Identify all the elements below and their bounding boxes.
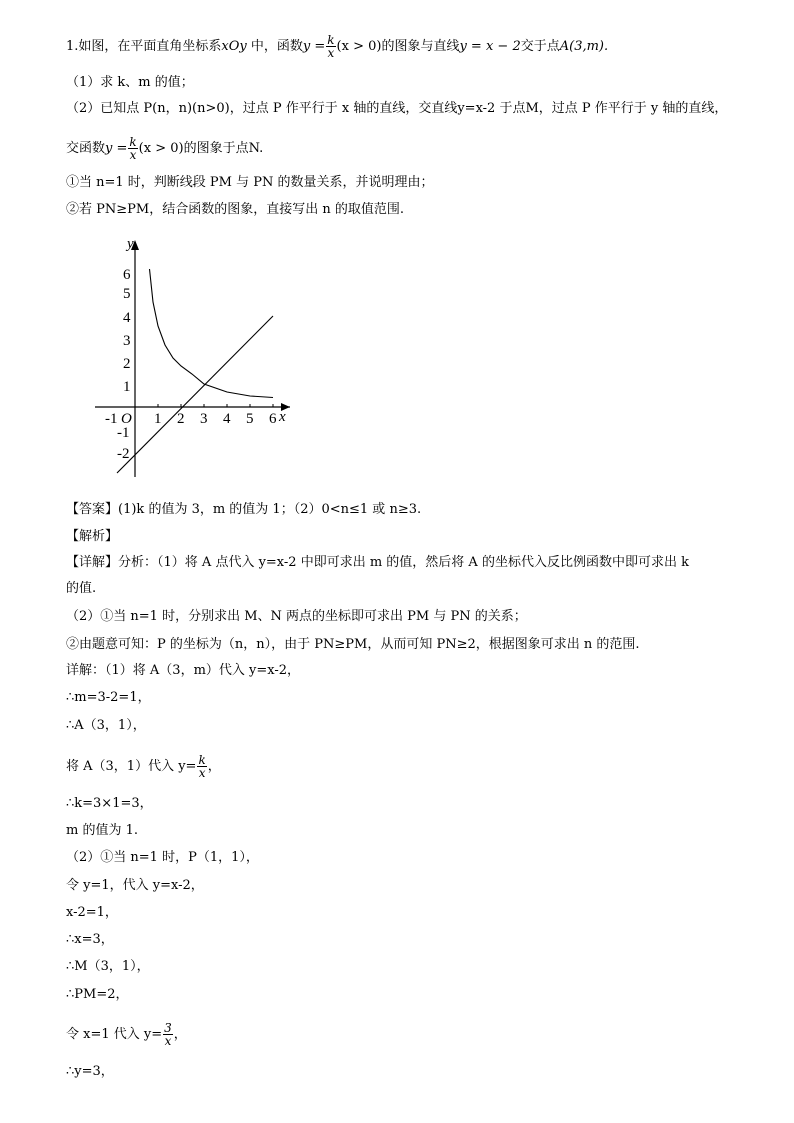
y-tick-label: -2 [117,446,130,462]
fraction-k-over-x [197,754,206,779]
answer-line [66,501,421,519]
fraction-denominator: x [327,46,335,60]
fraction-k-over-x [326,34,335,59]
detail-text: 将 A（3，1）代入 y= [66,759,197,774]
problem-text: 中，函数 [246,39,303,54]
x-tick-label: -1 [105,411,118,427]
point-a-label: A(3,m). [559,39,609,54]
problem-part-1: （1）求 k、m 的值； [66,75,194,90]
detail-line-11: （2）①当 n=1 时，P（1，1）， [66,850,259,865]
detail-line-4: ②由题意可知：P 的坐标为（n，n），由于 PN≥PM，从而可知 PN≥2，根据图象可求出 n 的范围. [66,637,640,652]
problem-text: 的图象于点N. [183,141,264,156]
detail-line-13: x-2=1， [66,905,118,920]
coordinate-system-label: xOy [221,39,247,54]
detail-line-16: ∴PM=2， [66,987,129,1002]
problem-text: 交函数 [66,141,106,156]
detail-tag: 【详解】 [66,555,119,570]
fraction-k-over-x [128,136,137,161]
problem-text: 交于点 [520,39,560,54]
function-lhs: y = [302,39,326,54]
problem-question-2: ②若 PN≥PM，结合函数的图象，直接写出 n 的取值范围. [66,202,404,217]
fraction-denominator: x [198,766,206,780]
detail-text: 分析：（1）将 A 点代入 y=x-2 中即可求出 m 的值，然后将 A 的坐标代入反比例函数中即可求出 k [118,555,689,570]
detail-line-5: 详解：（1）将 A（3，m）代入 y=x-2， [66,663,301,678]
x-axis-label: x [279,409,286,425]
origin-label: O [121,411,132,427]
analysis-tag: 【解析】 [66,529,119,544]
x-tick-label: 3 [200,411,208,427]
x-tick-label: 6 [269,411,277,427]
detail-line-10: m 的值为 1. [66,823,138,838]
problem-part-2: （2）已知点 P(n，n)(n>0)，过点 P 作平行于 x 轴的直线，交直线y=x-2 于点M，过点 P 作平行于 y 轴的直线， [66,101,728,116]
line-equation: y = x − 2 [459,39,521,54]
y-tick-label: 2 [123,356,131,372]
detail-line-1 [66,554,689,572]
x-tick-label: 5 [246,411,254,427]
problem-line-1 [66,34,608,59]
detail-line-18: ∴y=3， [66,1064,114,1079]
problem-question-1: ①当 n=1 时，判断线段 PM 与 PN 的数量关系，并说明理由； [66,175,434,190]
x-tick-label: 4 [223,411,231,427]
y-tick-label: 4 [123,310,131,326]
fraction-numerator: k [327,33,335,47]
detail-line-7: ∴A（3，1）， [66,718,146,733]
fraction-denominator: x [164,1034,172,1048]
detail-line-12: 令 y=1，代入 y=x-2， [66,878,204,893]
problem-line-4 [66,136,263,161]
detail-line-2: 的值. [66,581,97,596]
function-graph [85,232,300,482]
fraction-denominator: x [129,148,137,162]
line-y-equals-x-minus-2 [117,316,273,473]
fraction-3-over-x [163,1022,173,1047]
detail-line-17 [66,1022,187,1047]
detail-line-6: ∴m=3-2=1， [66,690,151,705]
y-tick-label: -1 [117,425,130,441]
fraction-numerator: k [198,753,206,767]
detail-line-14: ∴x=3， [66,932,114,947]
detail-line-9: ∴k=3×1=3， [66,796,153,811]
x-tick-label: 2 [177,411,185,427]
answer-tag: 【答案】 [66,502,119,517]
y-tick-label: 6 [123,267,131,283]
y-tick-label: 5 [123,286,131,302]
detail-text: ， [173,1027,187,1042]
detail-text: ， [207,759,221,774]
y-axis-label: y [127,236,134,252]
fraction-numerator: 3 [164,1021,172,1035]
detail-line-8 [66,754,221,779]
detail-line-3: （2）①当 n=1 时，分别求出 M、N 两点的坐标即可求出 PM 与 PN 的关系； [66,609,527,624]
detail-line-15: ∴M（3，1）， [66,959,150,974]
domain-condition: (x > 0) [138,141,184,156]
y-tick-label: 3 [123,333,131,349]
problem-intro-text: 1.如图，在平面直角坐标系 [66,39,222,54]
detail-text: 令 x=1 代入 y= [66,1027,163,1042]
function-lhs: y = [105,141,128,156]
fraction-numerator: k [129,135,137,149]
x-tick-label: 1 [154,411,162,427]
answer-text: (1)k 的值为 3，m 的值为 1；（2）0<n≤1 或 n≥3. [118,502,422,517]
y-tick-label: 1 [123,379,131,395]
domain-condition: (x > 0)的图象与直线 [336,39,460,54]
